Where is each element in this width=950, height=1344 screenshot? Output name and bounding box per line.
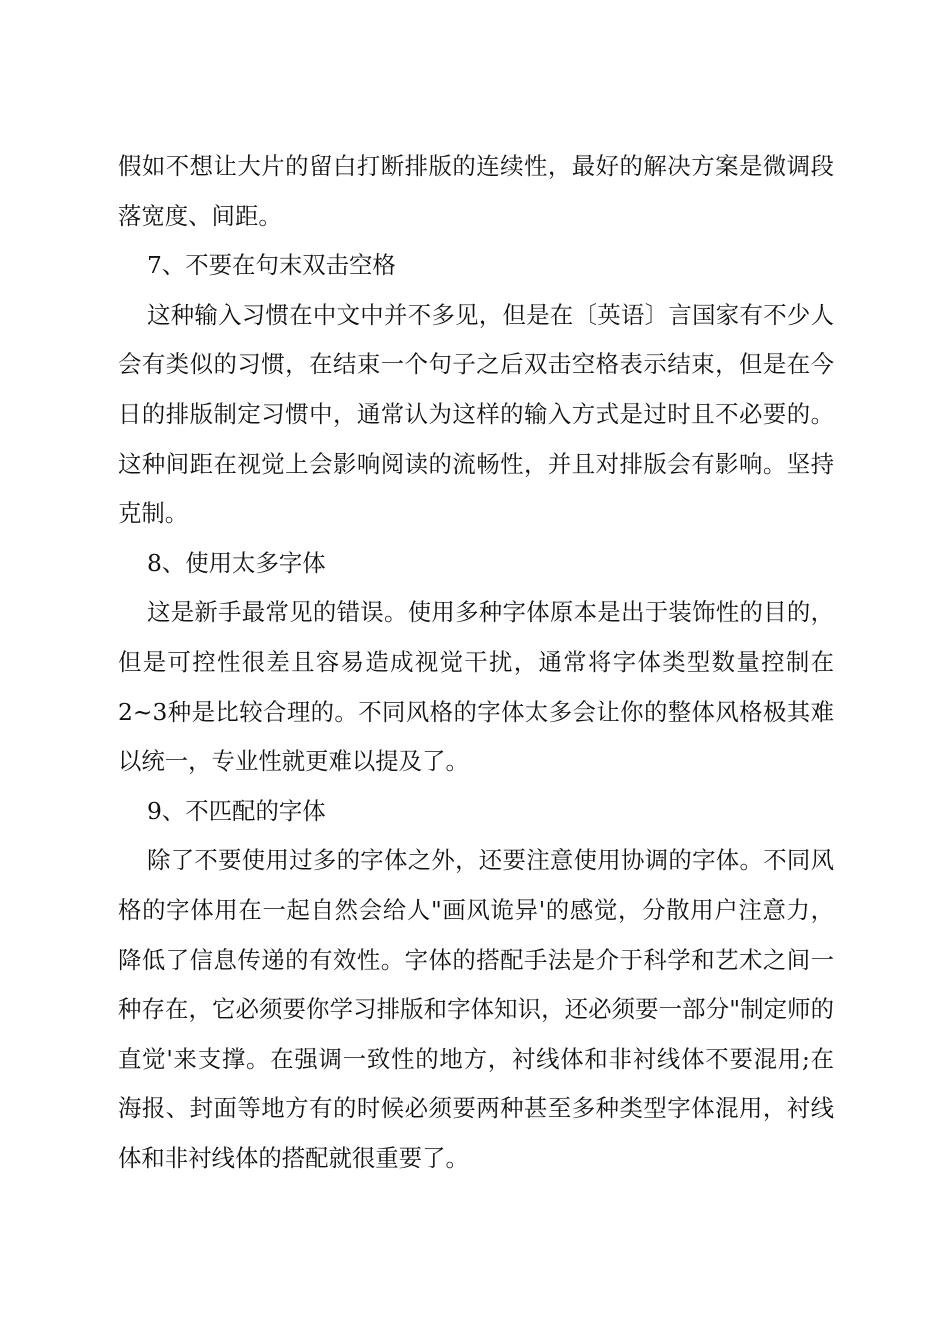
heading-9: 9、不匹配的字体	[147, 796, 326, 825]
paragraph-7: 这种输入习惯在中文中并不多见，但是在〔英语〕言国家有不少人会有类似的习惯，在结束一个句子之后双击空格表示结束，但是在今日的排版制定习惯中，通常认为这样的输入方式是过时且不必要的。这种间距在视觉上会影响阅读的流畅性，并且对排版会有影响。坚持克制。	[118, 300, 834, 528]
paragraph-9: 除了不要使用过多的字体之外，还要注意使用协调的字体。不同风格的字体用在一起自然会给人"画风诡异'的感觉，分散用户注意力，降低了信息传递的有效性。字体的搭配手法是介于科学和艺术之间一种存在，它必须要你学习排版和字体知识，还必须要一部分"制定师的直觉'来支撑。在强调一致性的地方，衬线体和非衬线体不要混用;在海报、封面等地方有的时候必须要两种甚至多种类型字体混用，衬线体和非衬线体的搭配就很重要了。	[118, 846, 834, 1172]
heading-7: 7、不要在句末双击空格	[147, 251, 396, 280]
paragraph-8: 这是新手最常见的错误。使用多种字体原本是出于装饰性的目的，但是可控性很差且容易造成视觉干扰，通常将字体类型数量控制在2~3种是比较合理的。不同风格的字体太多会让你的整体风格极其难以统一，专业性就更难以提及了。	[118, 598, 834, 776]
heading-8: 8、使用太多字体	[147, 548, 326, 577]
paragraph-continuation: 假如不想让大片的留白打断排版的连续性，最好的解决方案是微调段落宽度、间距。	[118, 152, 834, 230]
document-page	[118, 142, 834, 1183]
